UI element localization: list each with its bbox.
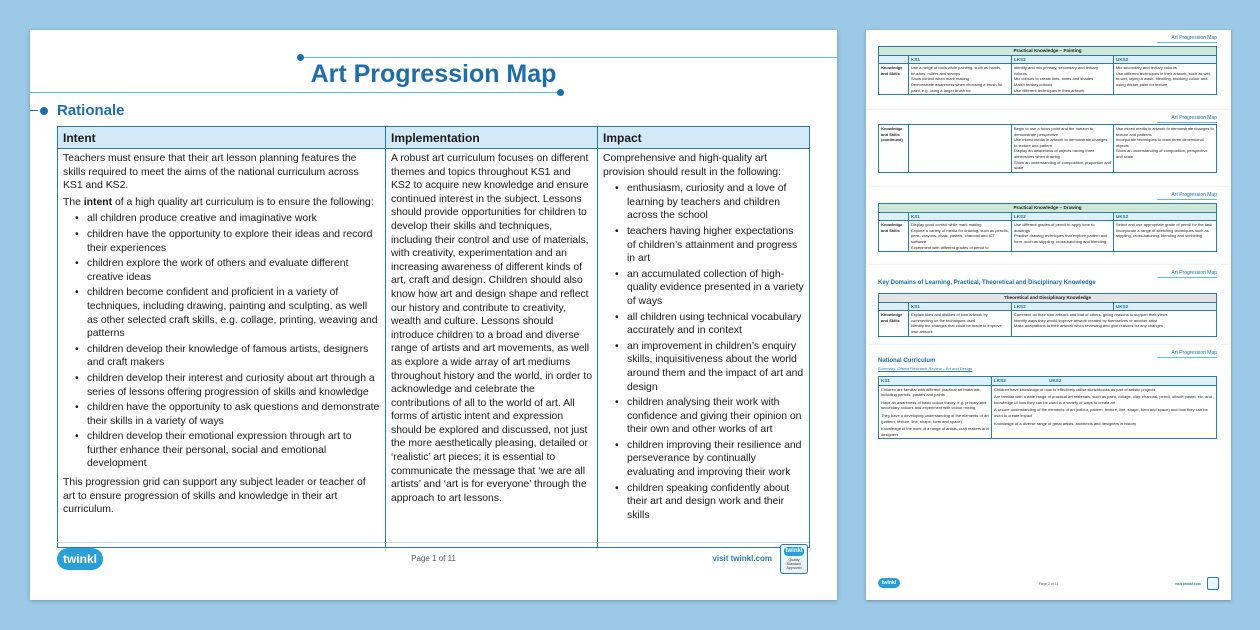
preview-subheading-link[interactable]: Summary: Ofsted Research Review – Art and Design	[878, 366, 973, 371]
intent-paragraph: Teachers must ensure that their art lesson planning features the skills required to meet the aims of the national curriculum across KS1 and KS2.	[63, 153, 359, 192]
preview-table	[878, 376, 1217, 439]
page-number: Page 1 of 11	[411, 554, 456, 563]
table-cell: Use mixed media in artwork to demonstrate changes to texture and patterns Incorporate techniques to draw three dimensional objects Show an understanding of composition, perspective and scale	[1114, 125, 1217, 173]
list-item: • children have the opportunity to ask questions and demonstrate their skills in a variety of ways	[75, 401, 380, 428]
website-link[interactable]: visit twinkl.com	[1174, 582, 1201, 586]
column-header: KS1	[879, 377, 992, 386]
table-cell: Mix secondary and tertiary colours Use different techniques in their artwork, such as wet-to-wet, laying a wash, blending, blocking colour and using thicker paint for texture	[1114, 64, 1217, 95]
preview-table	[878, 293, 1217, 337]
list-item: • enthusiasm, curiosity and a love of learning by teachers and children across the school	[615, 182, 804, 223]
row-label: Knowledge and Skills	[879, 221, 909, 252]
table-cell: Begin to use a focus point and the horizon to demonstrate perspective Use mixed media in artwork to demonstrate changes to texture and pattern Display an awareness of objects having three dimensions when drawing Show an understanding of composition, proportion and scale	[1012, 125, 1114, 173]
preview-header-rule	[1157, 277, 1217, 278]
list-item: • children develop their emotional expression through art to further enhance their personal, social and emotional development	[75, 430, 380, 471]
row-label: Knowledge and Skills	[879, 311, 909, 336]
section-dot	[40, 107, 48, 115]
column-header: LKS2	[1012, 302, 1114, 311]
list-item: • children become confident and proficient in a variety of techniques, including drawing, painting and sculpting, as well as other selected craft skills, e.g. collage, printing, weaving and patterns	[75, 286, 380, 340]
table-cell: Select and use appropriate grade of pencil for the task Incorporate a range of sketching techniques such as stippling, cross-hatching, blending and scribbling	[1114, 221, 1217, 252]
document-page-1	[30, 30, 837, 600]
preview-header: Art Progression Map	[1171, 350, 1217, 356]
section-rule	[30, 110, 38, 111]
preview-section-heading: National Curriculum	[878, 358, 936, 364]
intent-paragraph: The intent of a high quality art curriculum is to ensure the following:	[63, 196, 374, 208]
preview-table	[878, 124, 1217, 173]
website-link[interactable]: visit twinkl.com	[712, 554, 772, 563]
row-label: Knowledge and Skills	[879, 64, 909, 95]
column-header-impact: Impact	[598, 127, 810, 149]
page-number: Page 2 of 11	[1038, 582, 1059, 586]
intent-cell	[58, 149, 386, 548]
column-header: KS1	[909, 302, 1012, 311]
preview-section-heading: Key Domains of Learning, Practical, Theoretical and Disciplinary Knowledge	[878, 280, 1096, 286]
list-item: • children explore the work of others and evaluate different creative ideas	[75, 257, 380, 284]
column-header: UKS2	[1114, 302, 1217, 311]
twinkl-logo: twinkl	[878, 578, 900, 588]
impact-cell	[598, 149, 810, 548]
preview-header: Art Progression Map	[1171, 35, 1217, 41]
column-header: LKS2	[1012, 55, 1114, 64]
twinkl-logo: twinkl	[57, 548, 103, 570]
preview-page-painting[interactable]	[866, 30, 1231, 110]
list-item: • children have the opportunity to explore their ideas and record their experiences	[75, 228, 380, 255]
preview-header-rule	[1157, 199, 1217, 200]
column-header-implementation: Implementation	[386, 127, 598, 149]
row-label: Knowledge and Skills (continued)	[879, 125, 909, 173]
preview-page-painting-continued[interactable]	[866, 110, 1231, 187]
footer-rule	[57, 542, 809, 543]
table-cell: Explain likes and dislikes of own artwork by commenting on the techniques used Identify the changes that could be made to improve own artwork	[909, 311, 1012, 336]
column-header: UKS2	[1114, 212, 1217, 221]
implementation-cell	[386, 149, 598, 548]
intent-list	[63, 212, 380, 471]
preview-header-rule	[1157, 42, 1217, 43]
table-cell: Children have knowledge of how to effectively utilise sketchbooks as part of artistic projects Are familiar with a wide range of practical art materials, such as paint, collage, clay, charcoal, pencil, oil/soft pastel, etc. and knowledge of how they can be used in a variety of ways to create art A secure understanding of the elements of art (colour, pattern, texture, line, shape, form and space) and how they can be used to create impact Knowledge of a diverse range of great artists, architects and designers in history	[992, 385, 1217, 439]
list-item: • all children produce creative and imaginative work	[75, 212, 380, 226]
table-cell: Display good control while mark making Explore a variety of media for drawing, such as pencils, pens, crayons, chalk, pastels, charcoal and ICT software Experiment with different grades of pencil to	[909, 221, 1012, 252]
table-cell: Use a range of tools while painting, such as hands, brushes, rollers and stamps Show control when mark making Demonstrate awareness when choosing a brush for paint, e.g. using a larger brush for	[909, 64, 1012, 95]
list-item: • all children using technical vocabulary accurately and in context	[615, 311, 804, 338]
preview-table	[878, 46, 1217, 95]
list-item: • children develop their interest and curiosity about art through a series of lessons offering progression of skills and knowledge	[75, 372, 380, 399]
list-item: • children speaking confidently about their art and design work and their skills	[615, 482, 804, 523]
preview-page-drawing[interactable]	[866, 187, 1231, 265]
impact-list	[603, 182, 804, 522]
list-item: • teachers having higher expectations of children’s attainment and progress in art	[615, 225, 804, 266]
preview-page-key-domains[interactable]	[866, 265, 1231, 345]
quality-badge-icon	[1207, 577, 1219, 590]
list-item: • an improvement in children’s enquiry skills, inquisitiveness about the world around them and the impact of art and design	[615, 340, 804, 394]
preview-header-rule	[1157, 122, 1217, 123]
rationale-table	[57, 126, 810, 548]
column-header: LKS2	[1012, 212, 1114, 221]
table-banner: Theoretical and Disciplinary Knowledge	[879, 294, 1217, 303]
preview-header: Art Progression Map	[1171, 192, 1217, 198]
preview-table	[878, 203, 1217, 252]
table-cell: Use different grades of pencil to apply tone to drawings Practise drawing techniques that explore pattern and form, such as stippling, cross-hatching and blending	[1012, 221, 1114, 252]
table-cell: Comment on their own artwork and that of others, giving reasons to support their views Identify ways they would improve artwork created by themselves or another artist Make adaptations to their artwork when reviewing and give reasons for any changes	[1012, 311, 1217, 336]
preview-page-national-curriculum[interactable]	[866, 345, 1231, 600]
column-header: UKS2	[1114, 55, 1217, 64]
preview-header-rule	[1157, 357, 1217, 358]
section-heading: Rationale	[57, 102, 125, 119]
title-rule-bottom	[30, 92, 560, 93]
intent-paragraph: This progression grid can support any subject leader or teacher of art to ensure progression of skills and knowledge in their art curriculum.	[63, 477, 366, 516]
page-title: Art Progression Map	[310, 60, 557, 88]
list-item: • an accumulated collection of high-quality evidence presented in a variety of ways	[615, 268, 804, 309]
table-banner: Practical Knowledge – Drawing	[879, 204, 1217, 213]
impact-paragraph: Comprehensive and high-quality art provision should result in the following:	[603, 153, 781, 178]
table-cell	[909, 125, 1012, 173]
list-item: • children improving their resilience and perseverance by continually evaluating and improving their work	[615, 439, 804, 480]
table-cell: Children are familiar with different practical art materials, including pencils, pastels and paints Have an awareness of basic colour theory, e.g. primary and secondary colours and experiment with colour mixing They have a developing understanding of the elements of art (pattern, texture, line, shape, form and space) Knowledge of the work of a range of artists, craft makers and designers	[879, 385, 992, 439]
list-item: • children analysing their work with confidence and giving their opinion on their own and other works of art	[615, 396, 804, 437]
preview-header: Art Progression Map	[1171, 115, 1217, 121]
list-item: • children develop their knowledge of famous artists, designers and craft makers	[75, 343, 380, 370]
implementation-paragraph: A robust art curriculum focuses on different themes and topics throughout KS1 and KS2 to acquire new knowledge and ensure continued interest in the subject. Lessons should provide opportunities for children to develop their skills and techniques, including their control and use of materials, with creativity, experimentation and an increasing awareness of different kinds of art, craft and design. Children should also know how art and design shape and reflect our history and contribute to creativity, wealth and culture. Lessons should introduce children to a broad and diverse range of artists and art movements, as well as explore a wide array of art mediums throughout history and the world, in order to acknowledge and celebrate the contributions of all to the world of art. All forms of artistic intent and expression should be explored and discussed, not just the more aesthetically pleasing, detailed or ‘realistic’ art pieces; it is essential to communicate the message that ‘we are all artists’ and ‘art is for everyone’ through the approach to art lessons.	[391, 153, 593, 504]
column-header: LKS2 UKS2	[992, 377, 1217, 386]
column-header: KS1	[909, 212, 1012, 221]
title-rule-dot	[557, 89, 564, 96]
column-header: KS1	[909, 55, 1012, 64]
title-rule-top	[300, 57, 837, 58]
preview-header: Art Progression Map	[1171, 270, 1217, 276]
table-cell: Identify and mix primary, secondary and tertiary colours Mix colours to create tints, tones and shades Match tertiary colours Use different techniques in their artwork	[1012, 64, 1114, 95]
quality-badge-icon: twinkl Quality Standard Approved	[780, 544, 808, 574]
table-banner: Practical Knowledge – Painting	[879, 47, 1217, 56]
column-header-intent: Intent	[58, 127, 386, 149]
